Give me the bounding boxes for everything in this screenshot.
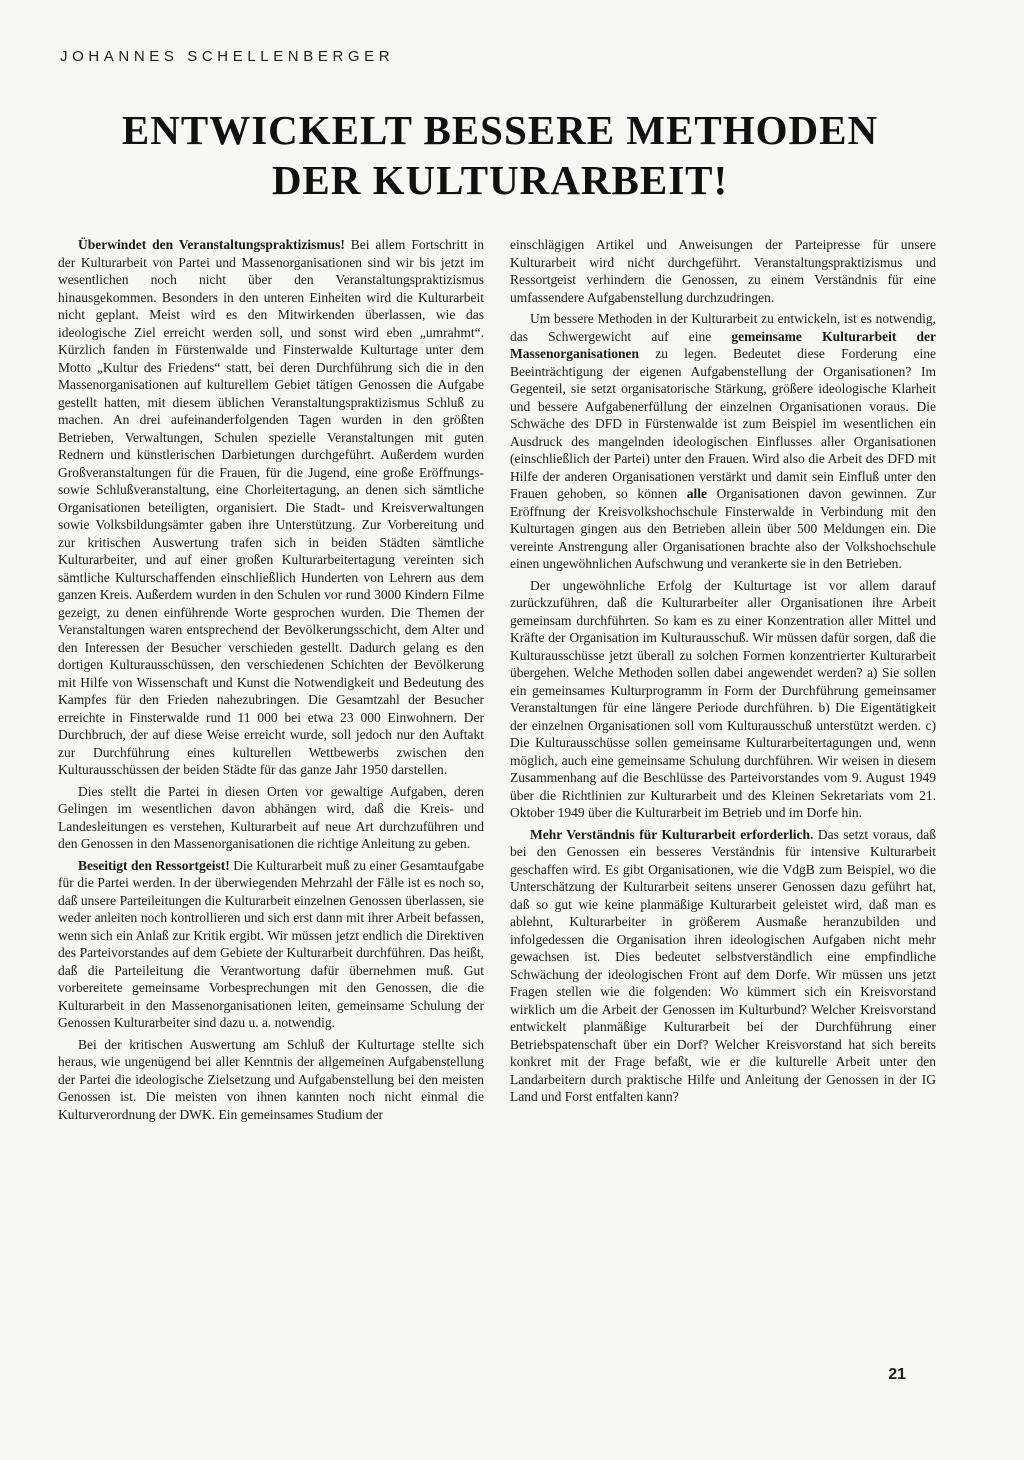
paragraph-text: Das setzt voraus, daß bei den Genossen ein besseres Verständnis für intensive Kulturarbeit geschaffen wird. Es gibt Organisationen, wie die VdgB zum Beispiel, wo die Unterschätzung der Kulturarbeit seitens unserer Genossen dazu geführt hat, daß so gut wie keine planmäßige Kulturarbeit geleistet wird, daß man es ablehnt, Kulturarbeiter in größerem Ausmaße heranzubilden und infolgedessen die Organisation ihren ideologischen Aufgaben nicht mehr gewachsen ist. Dies bedeutet selbstverständlich eine empfindliche Schwächung der ideologischen Front auf dem Dorfe. Wir müssen uns jetzt Fragen stellen wie die folgenden: Wo kümmert sich ein Kreisvorstand wirklich um die Arbeit der Genossen im Kulturbund? Welcher Kreisvorstand entwickelt planmäßige Kulturarbeit bei der Durchführung einer Betriebspatenschaft über ein Dorf? Welcher Kreisvorstand hat sich bereits konkret mit der Frage befaßt, wie er die kulturelle Arbeit unter den Landarbeitern durch praktische Hilfe und Anleitung der Genossen in der IG Land und Forst entfalten kann? (510, 826, 937, 1104)
paragraph: Dies stellt die Partei in diesen Orten vor gewaltige Aufgaben, deren Gelingen im wesentlichen davon abhängen wird, daß die Kreis- und Landesleitungen es verstehen, Kulturarbeit auf neue Art durchzuführen und den Genossen in den Massenorganisationen die richtige Anleitung zu geben. (58, 783, 484, 851)
title-line-2: DER KULTURARBEIT! (271, 157, 729, 203)
title-line-1: ENTWICKELT BESSERE METHODEN (121, 107, 879, 153)
paragraph: Bei der kritischen Auswertung am Schluß der Kulturtage stellte sich heraus, wie ungenügend bei aller Kenntnis der allgemeinen Aufgabenstellung der Partei die ideologische Zielsetzung und Aufgabenstellung bei den meisten Genossen ist. Die meisten von ihnen kannten noch nicht einmal die Kulturverordnung der DWK. Ein gemeinsames Studium der (58, 1036, 484, 1122)
paragraph: Der ungewöhnliche Erfolg der Kulturtage ist vor allem darauf zurückzuführen, daß die Kulturarbeiter aller Organisationen ihre Arbeit gemeinsam durchführten. So kam es zu einer Konzentration aller Mittel und Kräfte der Organisation im Kulturausschuß. Wir müssen dafür sorgen, daß die Kulturausschüsse jetzt überall zu solchen Formen konzentrierter Kulturarbeit übergehen. Welche Methoden sollen dabei angewendet werden? a) Sie sollen ein gemeinsames Kulturprogramm in Form der Durchführung gemeinsamer Veranstaltungen für eine längere Periode durchführen. b) Die Eigentätigkeit der einzelnen Organisationen soll vom Kulturausschuß unterstützt werden. c) Die Kulturausschüsse sollen gemeinsame Kulturarbeitertagungen und, wenn möglich, auch eine gemeinsame Schulung durchführen. Wir weisen in diesem Zusammenhang auf die Beschlüsse des Parteivorstandes vom 9. August 1949 über die Richtlinien zur Kulturarbeit und des Kleinen Sekretariats vom 21. Oktober 1949 über die Kulturarbeit im Betrieb und im Dorfe hin. (510, 577, 936, 820)
paragraph (58, 857, 484, 1032)
paragraph-text: Bei allem Fortschritt in der Kulturarbeit von Partei und Massenorganisationen sind wir bis jetzt im wesentlichen noch nicht über den Veranstaltungspraktizismus hinausgekommen. Besonders in den unteren Einheiten wird die Kulturarbeit nicht geplant. Meist wird es den Mitwirkenden überlassen, wie das ideologische Ziel erreicht werden soll, und sonst wird eben „umrahmt“. Kürzlich fanden in Fürstenwalde und Finsterwalde Kulturtage unter dem Motto „Kultur des Friedens“ statt, bei deren Durchführung sich die in den Massenorganisationen auf kulturellem Gebiet tätigen Genossen die Aufgabe gestellt hatten, mit diesem üblichen Veranstaltungspraktizismus Schluß zu machen. An drei aufeinanderfolgenden Tagen wurden in den größten Betrieben, Verwaltungen, Schulen spezielle Veranstaltungen mit guten Rednern und künstlerischen Darbietungen durchgeführt. Außerdem wurden Großveranstaltungen für die Frauen, für die Jugend, eine große Eröffnungs- sowie Schlußveranstaltung, eine Chorleitertagung, an denen sich sämtliche Organisationen beteiligten, organisiert. Die Stadt- und Kreisverwaltungen sowie Volksbildungsämter gaben ihre Unterstützung. Zur Vorbereitung und zur kritischen Auswertung trafen sich in beiden Städten sämtliche Kulturarbeiter, und auf einer großen Kulturarbeitertagung vereinten sich sämtliche Kulturschaffenden einschließlich Hunderten von Lehrern aus dem ganzen Kreis. Außerdem wurden in den Schulen vor rund 3000 Kindern Filme gezeigt, zu denen einführende Worte gesprochen wurden. Die Themen der Veranstaltungen waren entsprechend der Bevölkerungsschicht, dem Alter und den Interessen der Besucher verschieden gestellt. Dadurch gelang es den dortigen Kulturausschüssen, den verschiedenen Schichten der Bevölkerung mit Hilfe von Wissenschaft und Kunst die Notwendigkeit und Bedeutung des Kampfes für den Frieden nahezubringen. Die Gesamtzahl der Besucher erreichte in Finsterwalde rund 11 000 bei etwa 23 000 Einwohnern. Der Durchbruch, der auf diese Weise erreicht wurde, soll jedoch nur den Auftakt zur Durchführung eines kulturellen Wettbewerbs zwischen den Kulturausschüssen der beiden Städte für das ganze Jahr 1950 darstellen. (58, 237, 484, 777)
section-heading: Mehr Verständnis für Kulturarbeit erforderlich. (530, 826, 814, 842)
paragraph-text: Die Kulturarbeit muß zu einer Gesamtaufgabe für die Partei werden. In der überwiegenden Mehrzahl der Fälle ist es noch so, daß unsere Parteileitungen die Kulturarbeit einzelnen Genossen überlassen, sie weder anleiten noch kontrollieren und sich erst dann mit ihrer Arbeit befassen, wenn sich ein Anlaß zur Kritik ergibt. Wir müssen jetzt endlich die Direktiven des Parteivorstandes auf dem Gebiete der Kulturarbeit durchführen. Das heißt, daß die Parteileitung die Verantwortung dafür übernehmen muß. Gut vorbereitete gemeinsame Vorbesprechungen mit den Genossen, die die Kulturarbeit in den Massenorganisationen leiten, gemeinsame Schulung der Genossen Kulturarbeiter sind dazu u. a. notwendig. (58, 857, 484, 1030)
paragraph-text: Um bessere Methoden in der Kulturarbeit zu entwickeln, ist es notwendig, das Schwergewicht auf eine (510, 311, 936, 344)
paragraph (510, 826, 936, 1106)
article-title (60, 105, 940, 205)
paragraph (58, 236, 484, 779)
paragraph-text: Organisationen davon gewinnen. Zur Eröffnung der Kreisvolkshochschule Finsterwalde in Verbindung mit den Kulturtagen gingen aus den Betrieben allein über 500 Meldungen ein. Die vereinte Anstrengung aller Organisationen brachte also der Volkshochschule einen ungewöhnlichen Aufschwung und verankerte sie in den Betrieben. (510, 486, 937, 571)
author-name: JOHANNES SCHELLENBERGER (60, 48, 395, 65)
emphasis: gemeinsame Kulturarbeit der Massenorganisationen (510, 328, 936, 361)
left-column (58, 236, 484, 1127)
right-column (510, 236, 936, 1110)
paragraph: einschlägigen Artikel und Anweisungen der Parteipresse für unsere Kulturarbeit wird nicht durchgeführt. Veranstaltungspraktizismus und Ressortgeist verhindern die Genossen, zu einem Verständnis für eine umfassendere Aufgabenstellung durchzudringen. (510, 237, 936, 305)
emphasis: alle (686, 486, 708, 501)
section-heading: Überwindet den Veranstaltungspraktizismus! (78, 237, 345, 252)
section-heading: Beseitigt den Ressortgeist! (78, 857, 230, 873)
page-number: 21 (888, 1366, 906, 1383)
paragraph-text: zu legen. Bedeutet diese Forderung eine Beeinträchtigung der eigenen Aufgabenstellung der Organisationen? Im Gegenteil, sie setzt organisatorische Stärkung, größere ideologische Klarheit und bessere Aufgabenerfüllung der einzelnen Organisationen voraus. Die Schwäche des DFD in Fürstenwalde ist zum Beispiel im wesentlichen ein Ausdruck des mangelnden ideologischen Einflusses aller Organisationen (einschließlich der Partei) unter den Frauen. Wird also die Arbeit des DFD mit Hilfe der anderen Organisationen verstärkt und damit sein Einfluß unter den Frauen gehoben, so können (510, 346, 936, 501)
paragraph (510, 310, 936, 573)
